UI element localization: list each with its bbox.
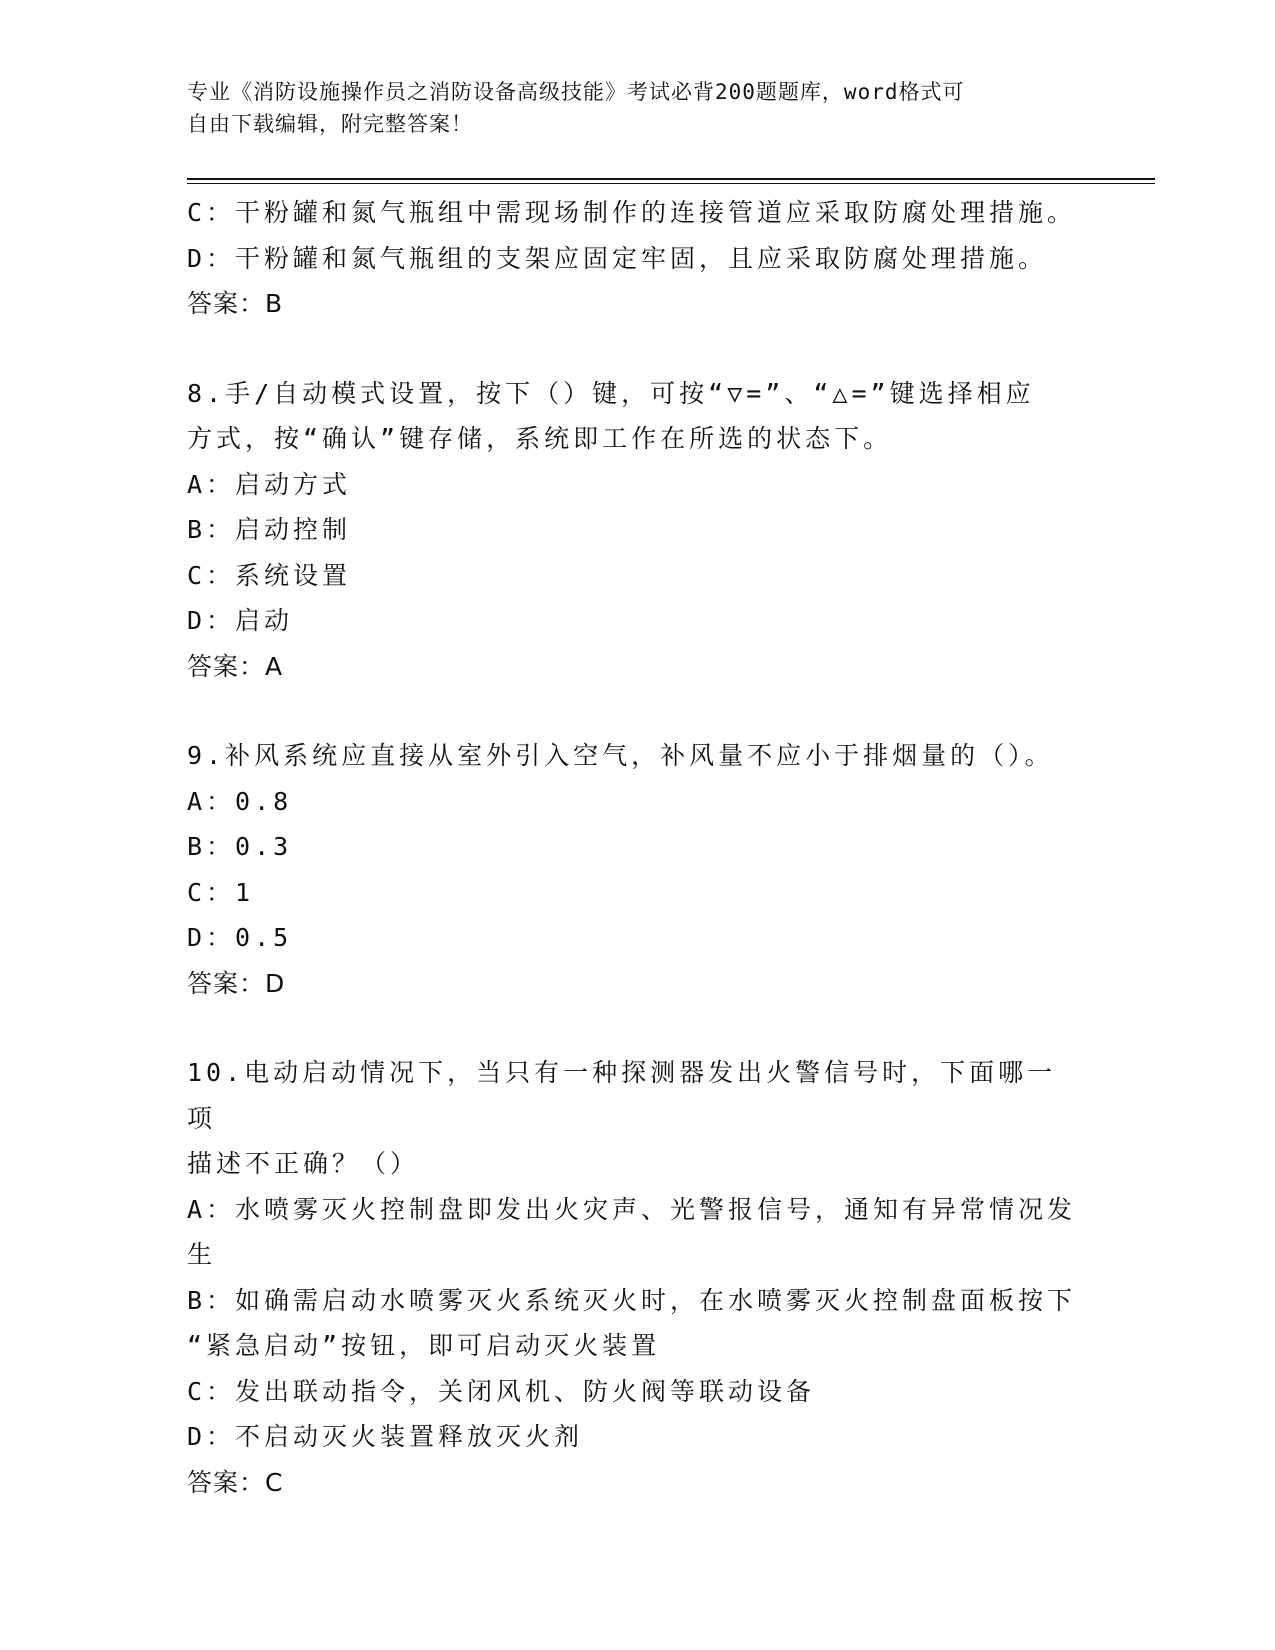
option-c: C：1	[187, 877, 255, 907]
question-stem: 10.电动启动情况下，当只有一种探测器发出火警信号时，下面哪一项	[187, 1058, 1057, 1133]
answer-label: 答案：A	[187, 651, 284, 681]
question-list	[187, 190, 1077, 1505]
header-line-1: 专业《消防设施操作员之消防设备高级技能》考试必背200题题库，word格式可	[187, 80, 965, 104]
option-b-continued: “紧急启动”按钮，即可启动灭火装置	[187, 1331, 661, 1360]
question-7-continued	[187, 190, 1077, 327]
option-d: D：不启动灭火装置释放灭火剂	[187, 1422, 584, 1451]
header-divider-thin	[187, 183, 1155, 184]
question-stem: 8.手/自动模式设置，按下（）键，可按“▽=”、“△=”键选择相应	[187, 378, 1035, 408]
option-a: A：启动方式	[187, 469, 352, 499]
question-stem-continued: 描述不正确？（）	[187, 1149, 420, 1178]
answer-label: 答案：B	[187, 289, 284, 318]
option-b: B：0.3	[187, 832, 293, 861]
answer-label: 答案：D	[187, 968, 286, 998]
option-a: A：0.8	[187, 786, 293, 816]
question-10	[187, 1050, 1077, 1505]
question-8	[187, 371, 1077, 690]
document-header	[187, 76, 1067, 140]
answer-label: 答案：C	[187, 1467, 284, 1497]
question-stem: 9.补风系统应直接从室外引入空气，补风量不应小于排烟量的（）。	[187, 741, 1054, 770]
option-a: A：水喷雾灭火控制盘即发出火灾声、光警报信号，通知有异常情况发	[187, 1194, 1077, 1224]
option-d: D：0.5	[187, 923, 293, 952]
option-d: D：干粉罐和氮气瓶组的支架应固定牢固，且应采取防腐处理措施。	[187, 243, 1048, 273]
question-stem-continued: 方式，按“确认”键存储，系统即工作在所选的状态下。	[187, 424, 893, 453]
option-d: D：启动	[187, 606, 294, 635]
option-c: C：发出联动指令，关闭风机、防火阀等联动设备	[187, 1376, 816, 1406]
option-a-continued: 生	[187, 1240, 217, 1269]
option-c: C：系统设置	[187, 560, 352, 590]
option-c: C：干粉罐和氮气瓶组中需现场制作的连接管道应采取防腐处理措施。	[187, 198, 1077, 227]
header-divider-thick	[187, 178, 1155, 180]
header-line-2: 自由下载编辑，附完整答案！	[187, 112, 473, 136]
option-b: B：启动控制	[187, 515, 352, 544]
option-b: B：如确需启动水喷雾灭火系统灭火时，在水喷雾灭火控制盘面板按下	[187, 1285, 1077, 1315]
question-9	[187, 733, 1077, 1006]
